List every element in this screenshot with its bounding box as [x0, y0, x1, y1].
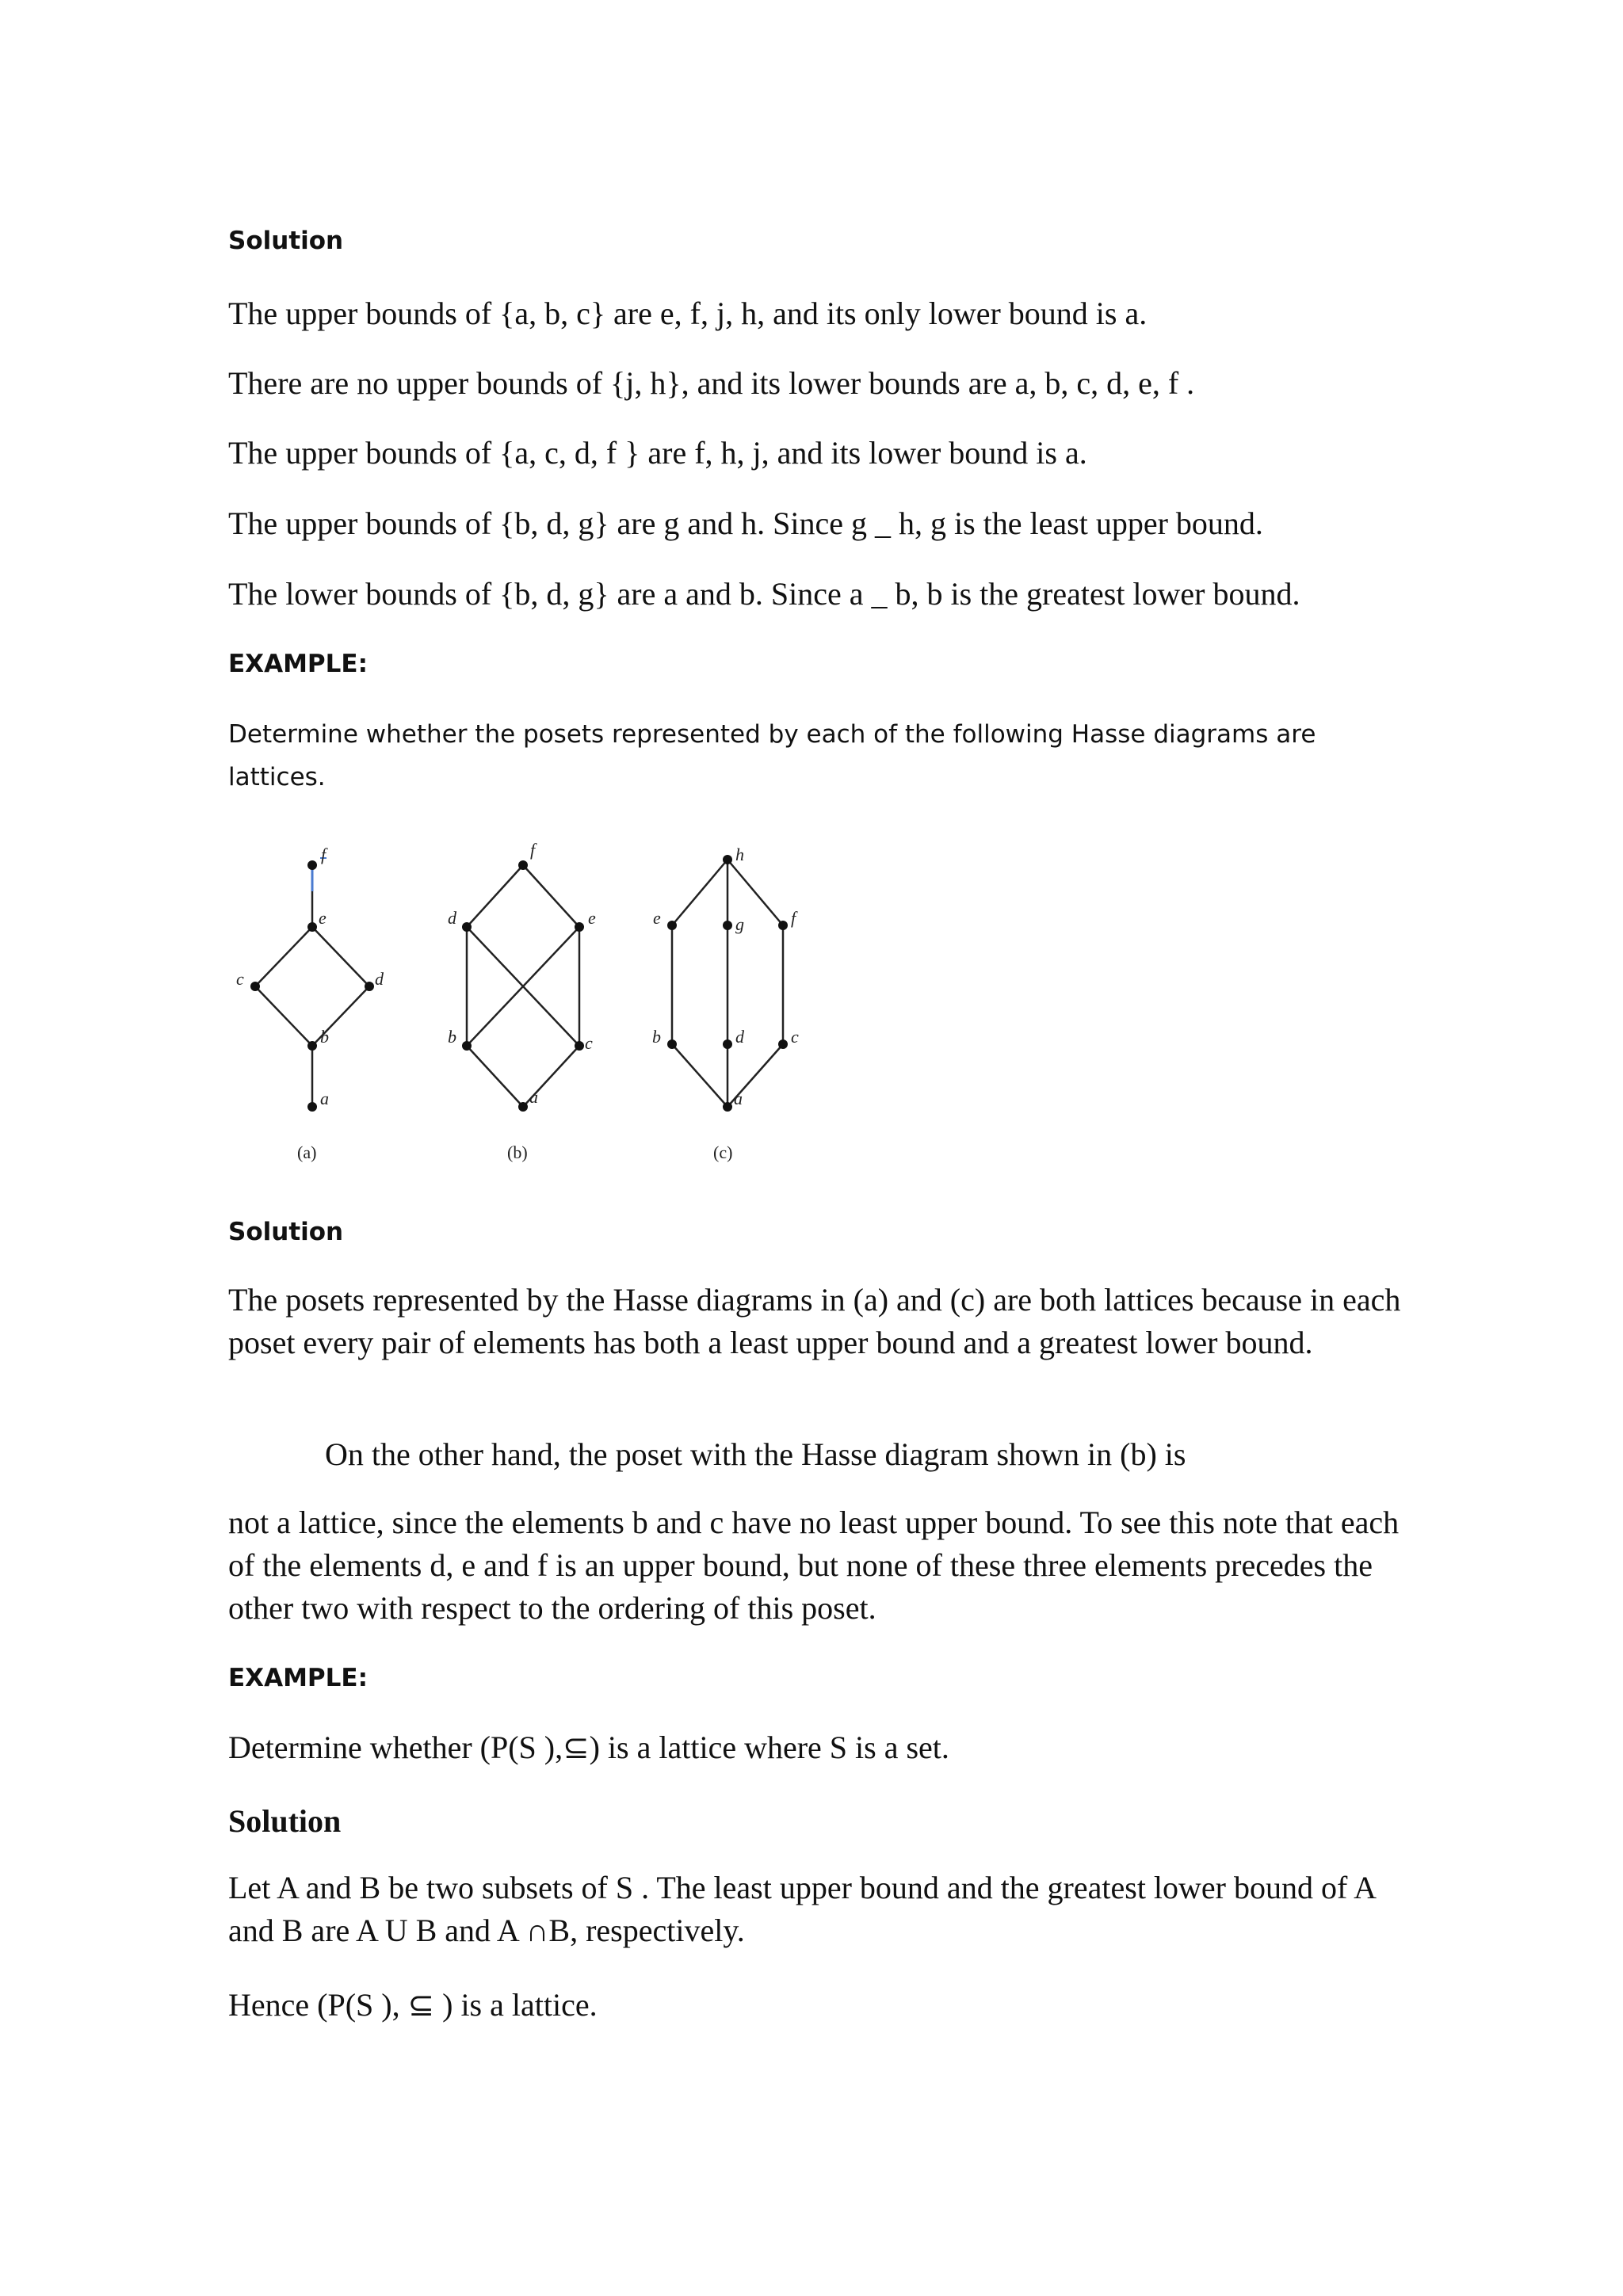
diagram-b-node-e [575, 922, 584, 932]
diagram-a-label-d: d [375, 969, 384, 989]
diagram-a-label-b: b [320, 1027, 329, 1047]
example-2-text: Determine whether (P(S ),⊆) is a lattice where S is a set. [228, 1730, 949, 1765]
diagram-a-node-b [307, 1041, 317, 1051]
diagram-c-label-c: c [791, 1027, 799, 1047]
diagram-c-node-a [723, 1102, 732, 1112]
diagram-a-node-f [307, 860, 317, 870]
diagram-c-caption: (c) [713, 1142, 733, 1162]
diagram-a-label-e: e [319, 908, 327, 928]
diagram-b-label-d: d [448, 908, 456, 928]
diagram-a-node-e [307, 922, 317, 932]
diagram-c-node-h [723, 855, 732, 864]
bounds-line-3: The upper bounds of {a, c, d, f } are f, h, j, and its lower bound is a. [228, 435, 1087, 471]
diagram-c-label-d: d [735, 1027, 744, 1047]
example-1-text: Determine whether the posets represented by each of the following Hasse diagrams are lattices. [228, 720, 1316, 791]
diagram-b-node-c [575, 1041, 584, 1051]
diagram-a-label-a: a [320, 1089, 329, 1108]
diagram-c-node-f [778, 921, 788, 930]
hasse-diagrams-figure [214, 832, 848, 1180]
example-heading-2: EXAMPLE: [228, 1664, 368, 1692]
diagram-a-edge [312, 927, 369, 986]
solution-heading-2: Solution [228, 1218, 344, 1246]
diagram-c-node-b [667, 1039, 677, 1049]
diagram-b-node-d [462, 922, 472, 932]
bounds-line-5: The lower bounds of {b, d, g} are a and b. Since a _ b, b is the greatest lower bound. [228, 576, 1300, 612]
bounds-line-1: The upper bounds of {a, b, c} are e, f, j, h, and its only lower bound is a. [228, 296, 1148, 331]
diagram-a-label-f: f [321, 845, 327, 864]
diagram-c-edge [672, 860, 727, 925]
diagram-c-node-d [723, 1039, 732, 1049]
diagram-b-label-f: f [530, 840, 536, 860]
diagram-b-caption: (b) [507, 1142, 528, 1162]
diagram-c-node-g [723, 921, 732, 930]
bounds-line-4: The upper bounds of {b, d, g} are g and h. Since g _ h, g is the least upper bound. [228, 505, 1263, 541]
diagram-c-label-e: e [653, 908, 661, 928]
diagram-c-node-c [778, 1039, 788, 1049]
diagram-b-edge [523, 865, 579, 927]
diagram-c-label-a: a [734, 1089, 743, 1108]
solution-2-paragraph-3: not a lattice, since the elements b and c have no least upper bound. To see this note that each of the elements d, e and f is an upper bound, but none of these three elements precedes the other two with respect to the ordering of this poset. [228, 1505, 1400, 1626]
diagram-a-edge [255, 986, 312, 1046]
diagram-a-caption: (a) [297, 1142, 317, 1162]
diagram-b-edge [467, 865, 523, 927]
diagram-a-node-c [250, 982, 260, 991]
solution-3-paragraph: Let A and B be two subsets of S . The least upper bound and the greatest lower bound of A and B are A U B and A ∩B, respectively. [228, 1870, 1375, 1948]
example-heading-1: EXAMPLE: [228, 650, 368, 678]
conclusion-line: Hence (P(S ), ⊆ ) is a lattice. [228, 1987, 598, 2023]
diagram-b-label-b: b [448, 1027, 456, 1047]
diagram-b-edge [467, 1046, 523, 1107]
diagram-b-label-c: c [585, 1033, 593, 1053]
diagram-c-label-b: b [652, 1027, 661, 1047]
diagram-c-label-h: h [735, 845, 744, 864]
diagram-b-node-a [518, 1102, 528, 1112]
diagram-b-node-b [462, 1041, 472, 1051]
diagram-c-label-f: f [791, 908, 796, 928]
solution-heading-1: Solution [228, 227, 344, 255]
diagram-c-node-e [667, 921, 677, 930]
bounds-line-2: There are no upper bounds of {j, h}, and its lower bounds are a, b, c, d, e, f . [228, 365, 1195, 401]
diagram-c-label-g: g [735, 914, 744, 934]
diagram-c-edge [672, 1044, 727, 1107]
solution-2-paragraph-1: The posets represented by the Hasse diagrams in (a) and (c) are both lattices because in each poset every pair of elements has both a least upper bound and a greatest lower bound. [228, 1282, 1401, 1360]
solution-heading-3: Solution [228, 1803, 342, 1839]
diagram-a-edge [255, 927, 312, 986]
diagram-b-label-a: a [529, 1087, 538, 1107]
solution-2-paragraph-2: On the other hand, the poset with the Hasse diagram shown in (b) is [325, 1436, 1186, 1472]
diagram-b-label-e: e [588, 908, 596, 928]
diagram-a-node-d [365, 982, 374, 991]
diagram-a-node-a [307, 1102, 317, 1112]
diagram-b-node-f [518, 860, 528, 870]
diagram-a-label-c: c [236, 969, 244, 989]
